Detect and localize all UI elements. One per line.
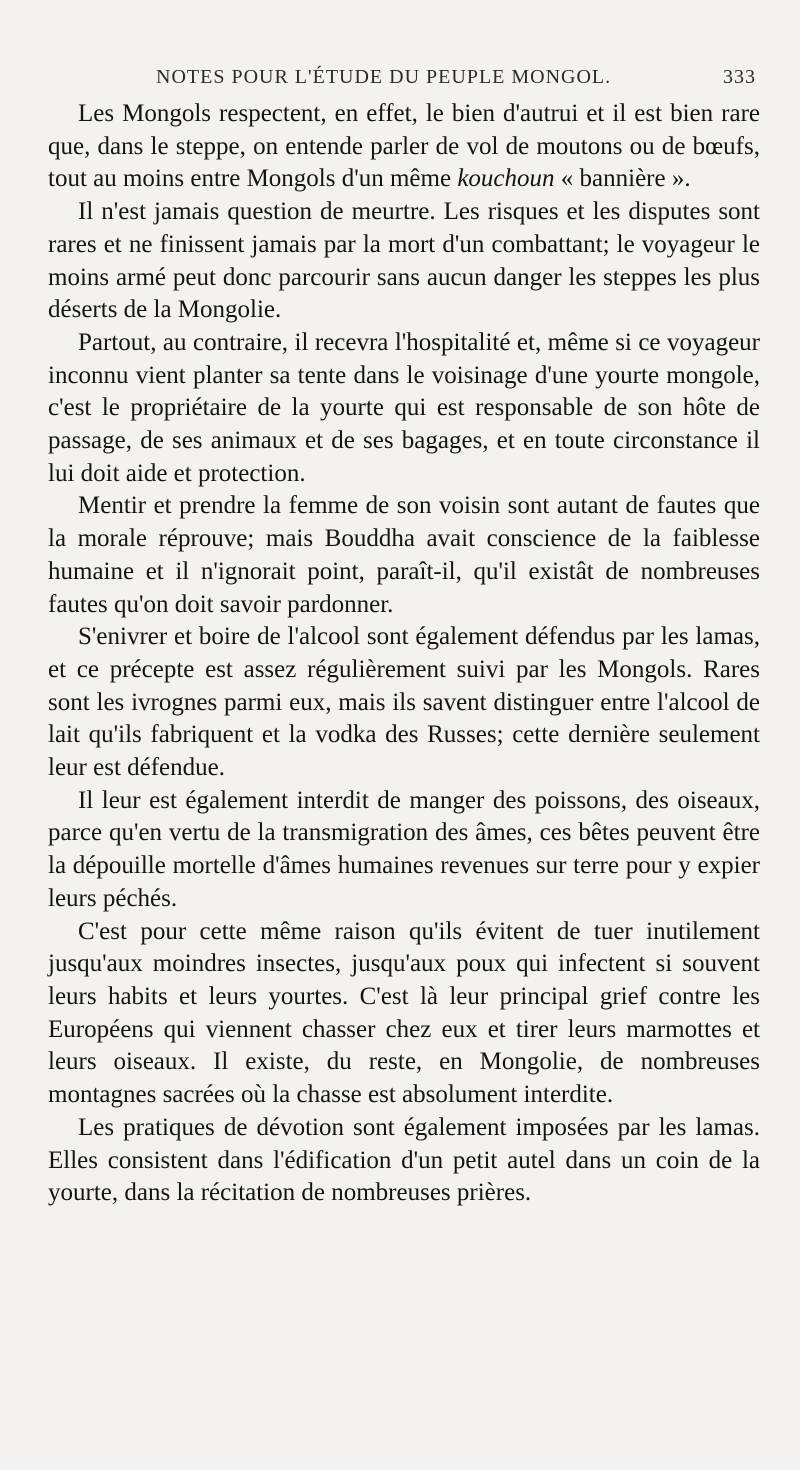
paragraph-7: C'est pour cette même raison qu'ils évitent de tuer inutilement jusqu'aux moindres insectes, jusqu'aux poux qui infectent si souvent leurs habits et leurs yourtes. C'est là leur principal grief contre les Européens qui viennent chasser chez eux et tirer leurs marmottes et leurs oiseaux. Il existe, du reste, en Mongolie, de nombreuses montagnes sacrées où la chasse est absolument interdite. — [48, 917, 760, 1109]
paragraph-1-text-end: « bannière ». — [554, 165, 691, 193]
paragraph-4: Mentir et prendre la femme de son voisin sont autant de fautes que la morale réprouve; mais Bouddha avait conscience de la faiblesse humaine et il n'ignorait point, paraît-il, qu'il existât de nombreuses fautes qu'on doit savoir pardonner. — [48, 492, 760, 618]
paragraph-6: Il leur est également interdit de manger des poissons, des oiseaux, parce qu'en vertu de la transmigration des âmes, ces bêtes peuvent être la dépouille mortelle d'âmes humaines revenues sur terre pour y expier leurs péchés. — [48, 786, 760, 912]
paragraph-8: Les pratiques de dévotion sont également imposées par les lamas. Elles consistent dans l'édification d'un petit autel dans un coin de la yourte, dans la récitation de nombreuses prières. — [48, 1113, 760, 1207]
paragraph-1-text-start: Les Mongols respectent, en effet, le bien d'autrui et il est bien rare que, dans le steppe, on entende parler de vol de moutons ou de bœufs, tout au moins entre Mongols d'un même — [48, 100, 760, 193]
paragraph-5: S'enivrer et boire de l'alcool sont également défendus par les lamas, et ce précepte est assez régulièrement suivi par les Mongols. Rares sont les ivrognes parmi eux, mais ils savent distinguer entre l'alcool de lait qu'ils fabriquent et la vodka des Russes; cette dernière seulement leur est défendue. — [48, 623, 760, 782]
page-number: 333 — [723, 66, 756, 88]
kouchoun-term: kouchoun — [457, 165, 555, 193]
paragraph-3: Partout, au contraire, il recevra l'hospitalité et, même si ce voyageur inconnu vient planter sa tente dans le voisinage d'une yourte mongole, c'est le propriétaire de la yourte qui est responsable de son hôte de passage, de ses animaux et de ses bagages, et en toute circonstance il lui doit aide et protection. — [48, 328, 760, 487]
running-head — [48, 58, 764, 98]
body-text — [48, 98, 760, 1210]
paragraph-1 — [48, 98, 760, 196]
running-title: NOTES POUR L'ÉTUDE DU PEUPLE MONGOL. — [156, 66, 612, 88]
paragraph-2: Il n'est jamais question de meurtre. Les risques et les disputes sont rares et ne finissent jamais par la mort d'un combattant; le voyageur le moins armé peut donc parcourir sans aucun danger les steppes les plus déserts de la Mongolie. — [48, 198, 760, 324]
